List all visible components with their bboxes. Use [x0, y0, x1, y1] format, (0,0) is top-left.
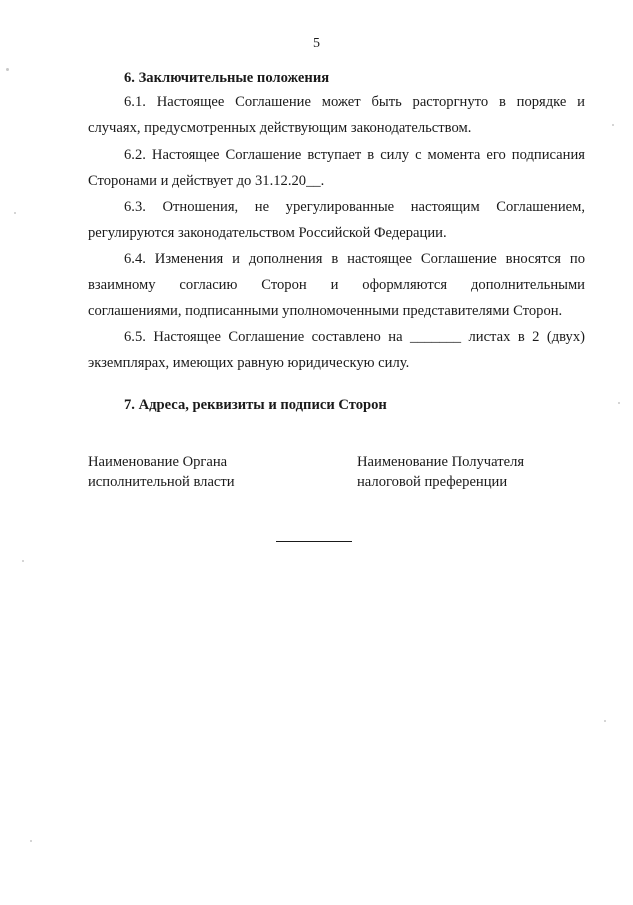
clause-6-1-line-2: случаях, предусмотренных действующим законодательством. [88, 120, 472, 136]
scan-speck [14, 212, 16, 214]
clause-6-3-line-1: 6.3. Отношения, не урегулированные настоящим Соглашением, [124, 199, 585, 215]
section-6-heading: 6. Заключительные положения [124, 70, 330, 86]
clause-6-3 [88, 194, 585, 246]
clause-6-2 [88, 142, 585, 194]
clause-6-4-line-3: соглашениями, подписанными уполномоченными представителями Сторон. [88, 303, 563, 319]
section-7-heading: 7. Адреса, реквизиты и подписи Сторон [124, 397, 387, 413]
clause-6-3-line-2: регулируются законодательством Российской Федерации. [88, 225, 447, 241]
party-authority-line-1: Наименование Органа [88, 454, 228, 470]
scan-speck [6, 68, 9, 71]
clause-6-1-line-1: 6.1. Настоящее Соглашение может быть расторгнуто в порядке и [124, 94, 585, 110]
scan-speck [30, 840, 32, 842]
scan-speck [612, 124, 614, 126]
scan-speck [618, 402, 620, 404]
party-authority-line-2: исполнительной власти [88, 474, 235, 490]
clause-6-4 [88, 246, 585, 324]
scan-speck [22, 560, 24, 562]
party-authority-block [88, 452, 288, 492]
closing-rule [276, 541, 352, 542]
clause-6-5 [88, 324, 585, 376]
party-recipient-line-2: налоговой преференции [357, 474, 508, 490]
clause-6-4-line-1: 6.4. Изменения и дополнения в настоящее Соглашение вносятся по [124, 251, 585, 267]
page-number: 5 [313, 36, 320, 51]
party-recipient-block [357, 452, 587, 492]
clause-6-1 [88, 89, 585, 141]
clause-6-4-line-2: взаимному согласию Сторон и оформляются дополнительными [88, 277, 585, 293]
clause-6-2-line-2: Сторонами и действует до 31.12.20__. [88, 173, 325, 189]
clause-6-2-line-1: 6.2. Настоящее Соглашение вступает в силу с момента его подписания [124, 147, 585, 163]
party-recipient-line-1: Наименование Получателя [357, 454, 525, 470]
clause-6-5-line-2: экземплярах, имеющих равную юридическую силу. [88, 355, 410, 371]
scan-speck [604, 720, 606, 722]
clause-6-5-line-1: 6.5. Настоящее Соглашение составлено на _______ листах в 2 (двух) [124, 329, 585, 345]
